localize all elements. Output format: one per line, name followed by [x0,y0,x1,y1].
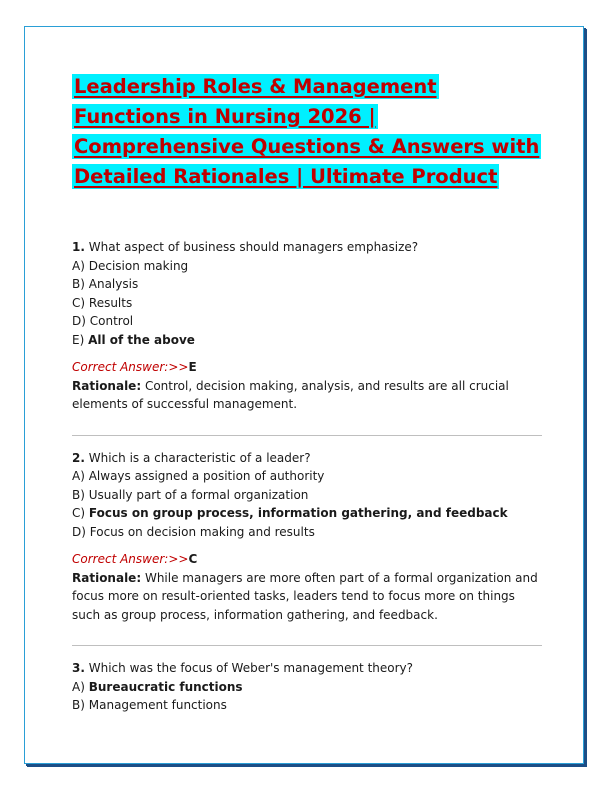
rationale-text: While managers are more often part of a formal organization and focus more on result-oriented tasks, leaders tend to focus more on things such as group process, information gathering, and feedback. [72,570,538,622]
option-a: A) Decision making [72,258,189,273]
option-b: B) Analysis [72,277,139,291]
question-number: 2. [72,450,85,465]
question-prompt: Which is a characteristic of a leader? [88,450,311,465]
option-c: C) Focus on group process, information gathering, and feedback [72,506,508,520]
question-number: 1. [72,240,85,254]
question-number: 3. [72,661,85,675]
option-a: A) Bureaucratic functions [72,679,243,694]
option-b: B) Usually part of a formal organization [72,487,309,502]
question-text [72,659,542,678]
correct-answer [72,358,542,377]
question-prompt: Which was the focus of Weber's management theory? [88,661,414,675]
option-d: D) Focus on decision making and results [72,524,315,539]
questions-list [72,238,542,715]
question-block [72,238,542,414]
question-block [72,659,542,715]
rationale-label: Rationale: [72,570,142,585]
rationale [72,569,542,625]
correct-answer-value: C [188,552,198,566]
question-prompt: What aspect of business should managers emphasize? [88,240,419,254]
rationale-text: Control, decision making, analysis, and results are all crucial elements of successful management. [72,378,509,411]
question-text [72,449,542,468]
option-e: E) All of the above [72,332,195,347]
option-d: D) Control [72,314,134,328]
option-c: C) Results [72,295,133,310]
correct-answer [72,550,542,569]
title-line: Functions in Nursing 2026 | [74,105,376,128]
rationale [72,377,542,414]
document-title [72,72,552,192]
option-b: B) Management functions [72,698,227,712]
title-line: Comprehensive Questions & Answers with [74,135,540,158]
rationale-label: Rationale: [72,378,142,393]
question-divider [72,645,542,646]
question-text [72,238,542,257]
question-block [72,449,542,625]
title-line: Detailed Rationales | Ultimate Product [74,165,498,188]
option-a: A) Always assigned a position of authority [72,469,325,483]
question-divider [72,435,542,436]
correct-answer-label: Correct Answer:>> [72,360,189,374]
title-line: Leadership Roles & Management [74,75,437,98]
correct-answer-label: Correct Answer:>> [72,552,189,566]
correct-answer-value: E [188,360,197,374]
